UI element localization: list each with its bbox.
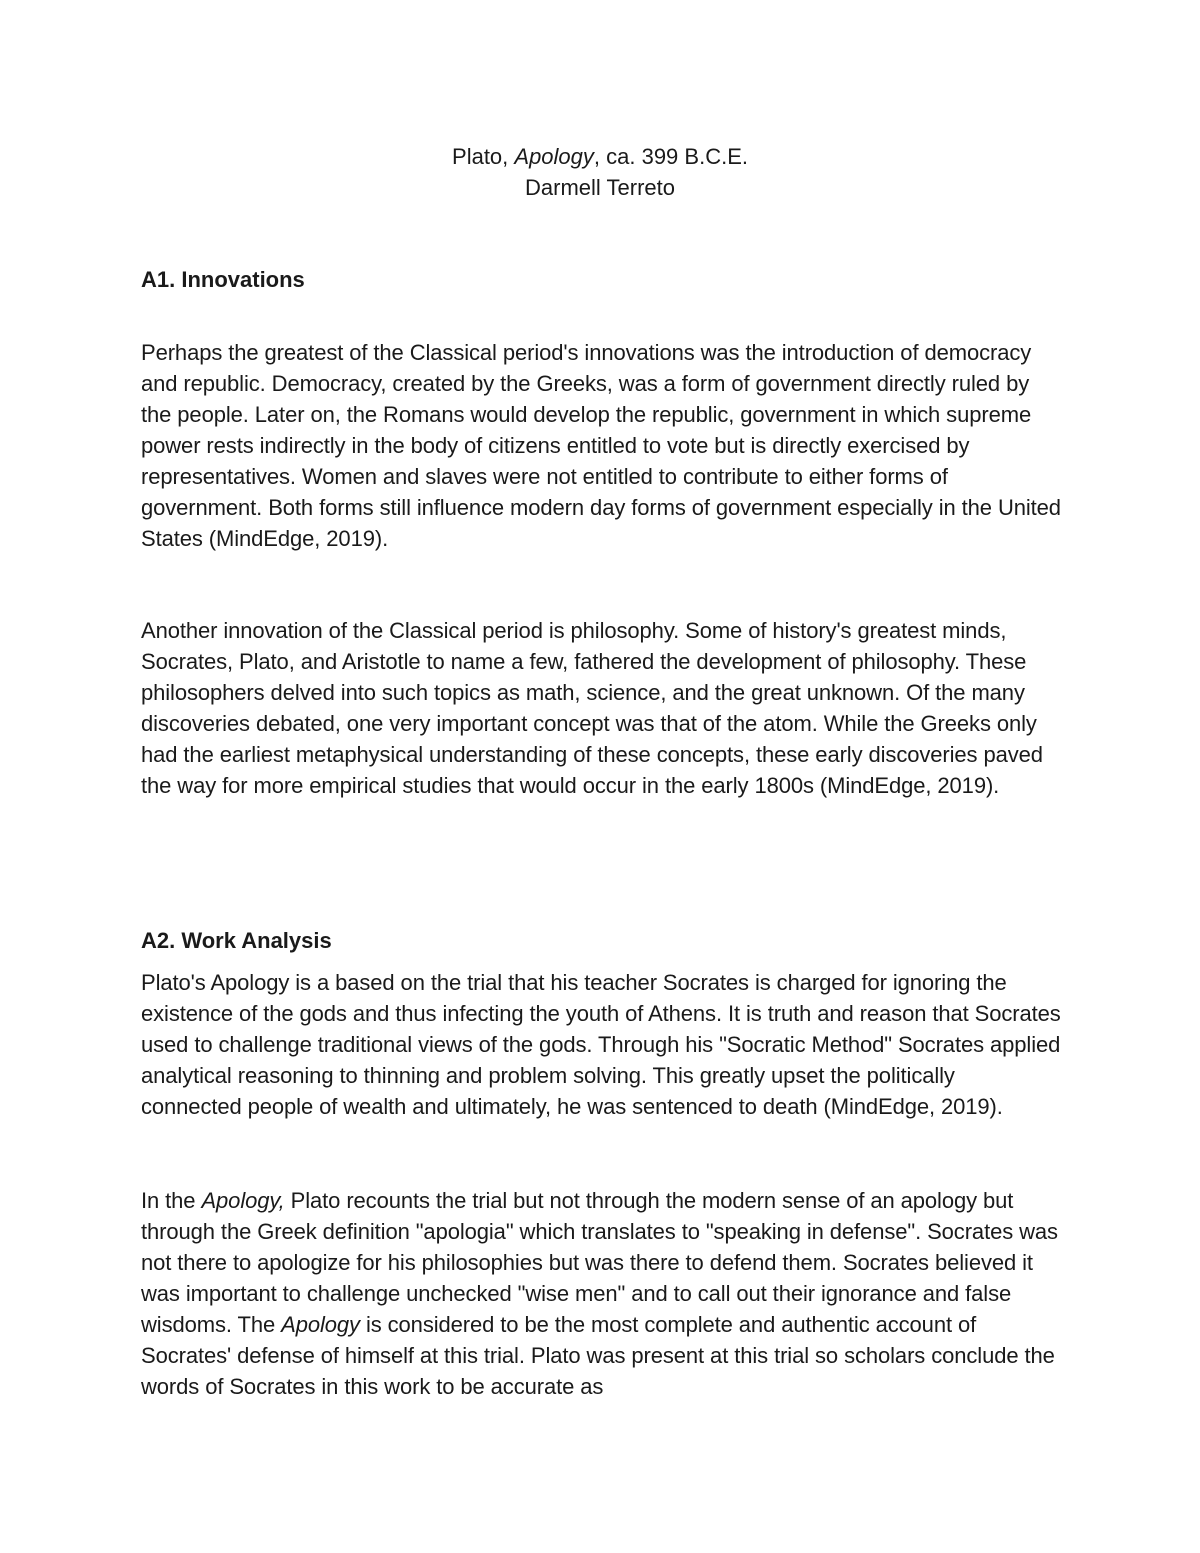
p2-text-c: is considered to be the most complete and authentic account of Socrates' defense of himself at this trial. Plato was present at this trial so scholars conclude the words of Socrates in this work to be accurate as: [141, 1312, 1055, 1399]
document-title-block: [0, 141, 1200, 203]
p2-apology-italic-2: Apology: [281, 1312, 360, 1337]
title-date: , ca. 399 B.C.E.: [593, 144, 748, 169]
paragraph-innovations-2: Another innovation of the Classical period is philosophy. Some of history's greatest minds, Socrates, Plato, and Aristotle to name a few, fathered the development of philosophy. These philosophers delved into such topics as math, science, and the great unknown. Of the many discoveries debated, one very important concept was that of the atom. While the Greeks only had the earliest metaphysical understanding of these concepts, these early discoveries paved the way for more empirical studies that would occur in the early 1800s (MindEdge, 2019).: [141, 618, 1043, 798]
p2-apology-italic-1: Apology,: [201, 1188, 285, 1213]
p2-text-b: Plato recounts the trial but not through the modern sense of an apology but through the Greek definition "apologia" which translates to "speaking in defense". Socrates was not there to apologize for his philosophies but was there to defend them. Socrates believed it was important to challenge unchecked "wise men" and to call out their ignorance and false wisdoms. The: [141, 1188, 1058, 1337]
paragraph-innovations-1: Perhaps the greatest of the Classical period's innovations was the introduction of democracy and republic. Democracy, created by the Greeks, was a form of government directly ruled by the people. Later on, the Romans would develop the republic, government in which supreme power rests indirectly in the body of citizens entitled to vote but is directly exercised by representatives. Women and slaves were not entitled to contribute to either forms of government. Both forms still influence modern day forms of government especially in the United States (MindEdge, 2019).: [141, 340, 1061, 551]
section-heading-innovations: A1. Innovations: [141, 267, 305, 292]
title-apology-italic: Apology: [514, 144, 594, 169]
title-plato: Plato,: [452, 144, 515, 169]
paragraph-work-analysis-1: Plato's Apology is a based on the trial that his teacher Socrates is charged for ignoring the existence of the gods and thus infecting the youth of Athens. It is truth and reason that Socrates used to challenge traditional views of the gods. Through his "Socratic Method" Socrates applied analytical reasoning to thinning and problem solving. This greatly upset the politically connected people of wealth and ultimately, he was sentenced to death (MindEdge, 2019).: [141, 970, 1061, 1119]
paragraph-work-analysis-2: [141, 1185, 1061, 1402]
document-title: [0, 141, 1200, 172]
author-name: Darmell Terreto: [525, 175, 675, 200]
p2-text-a: In the: [141, 1188, 202, 1213]
section-heading-work-analysis: A2. Work Analysis: [141, 928, 332, 953]
